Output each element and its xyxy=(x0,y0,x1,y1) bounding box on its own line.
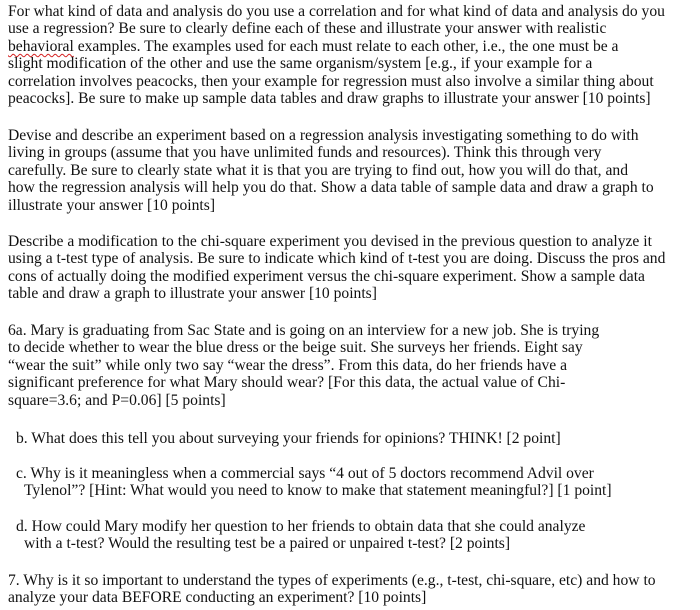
question-3-line-1: Describe a modification to the chi-square experiment you devised in the previous question to analyze it xyxy=(8,233,652,250)
question-3-line-2: using a t-test type of analysis. Be sure to indicate which kind of t-test you are doing. Discuss the pros and xyxy=(8,250,666,268)
question-2-line-1: Devise and describe an experiment based on a regression analysis investigating something to do with xyxy=(8,127,639,144)
question-3 xyxy=(8,233,665,303)
question-6d xyxy=(16,518,585,553)
question-1-line-6: peacocks]. Be sure to make up sample data tables and draw graphs to illustrate your answer [10 points] xyxy=(8,90,651,108)
question-6a-line-1: 6a. Mary is graduating from Sac State and is going on an interview for a new job. She is trying xyxy=(8,322,600,339)
question-6c-line-2: Tylenol”? [Hint: What would you need to know to make that statement meaningful?] [1 point] xyxy=(24,482,612,500)
question-6d-line-2: with a t-test? Would the resulting test be a paired or unpaired t-test? [2 points] xyxy=(24,535,511,553)
question-2-line-3: carefully. Be sure to clearly state what it is that you are trying to find out, how you will do that, and xyxy=(8,161,628,179)
question-1-line-3-rest: examples. The examples used for each must relate to each other, i.e., the one must be a xyxy=(73,37,619,55)
question-1 xyxy=(8,3,665,107)
question-6a-line-2: to decide whether to wear the blue dress or the beige suit. She surveys her friends. Eight say xyxy=(8,339,583,357)
question-7 xyxy=(8,572,656,607)
question-1-line-1: For what kind of data and analysis do you use a correlation and for what kind of data and analysis do you xyxy=(8,3,665,20)
question-2 xyxy=(8,127,654,214)
question-1-line-2: use a regression? Be sure to clearly define each of these and illustrate your answer with realistic xyxy=(8,20,607,38)
question-2-line-5: illustrate your answer [10 points] xyxy=(8,196,216,214)
question-6d-line-1: d. How could Mary modify her question to her friends to obtain data that she could analyze xyxy=(16,518,586,535)
question-2-line-4: how the regression analysis will help you do that. Show a data table of sample data and draw a graph to xyxy=(8,179,654,197)
question-3-line-3: cons of actually doing the modified experiment versus the chi-square experiment. Show a sample data xyxy=(8,267,645,285)
question-3-line-4: table and draw a graph to illustrate your answer [10 points] xyxy=(8,285,377,303)
question-6c-line-1: c. Why is it meaningless when a commercial says “4 out of 5 doctors recommend Advil over xyxy=(16,465,594,482)
question-6a-line-3: “wear the suit” while only two say “wear the dress”. From this data, do her friends have a xyxy=(8,356,568,374)
misspelled-word[interactable]: behavioral xyxy=(8,37,74,55)
question-6a-line-4: significant preference for what Mary should wear? [For this data, the actual value of Chi- xyxy=(8,374,566,392)
question-7-line-1: 7. Why is it so important to understand the types of experiments (e.g., t-test, chi-square, etc) and how to xyxy=(8,572,656,589)
question-1-line-3 xyxy=(8,37,665,55)
question-6a xyxy=(8,322,599,409)
question-6a-line-5: square=3.6; and P=0.06] [5 points] xyxy=(8,391,226,409)
question-1-line-4: slight modification of the other and use the same organism/system [e.g., if your example for a xyxy=(8,55,593,73)
question-6b-line-1: b. What does this tell you about surveying your friends for opinions? THINK! [2 point] xyxy=(16,430,561,447)
question-6c xyxy=(16,465,612,500)
question-7-line-2: analyze your data BEFORE conducting an experiment? [10 points] xyxy=(8,589,427,607)
question-1-line-5: correlation involves peacocks, then your example for regression must also involve a similar thing about xyxy=(8,72,654,90)
question-6b xyxy=(16,430,561,447)
question-2-line-2: living in groups (assume that you have unlimited funds and resources). Think this through very xyxy=(8,144,602,162)
